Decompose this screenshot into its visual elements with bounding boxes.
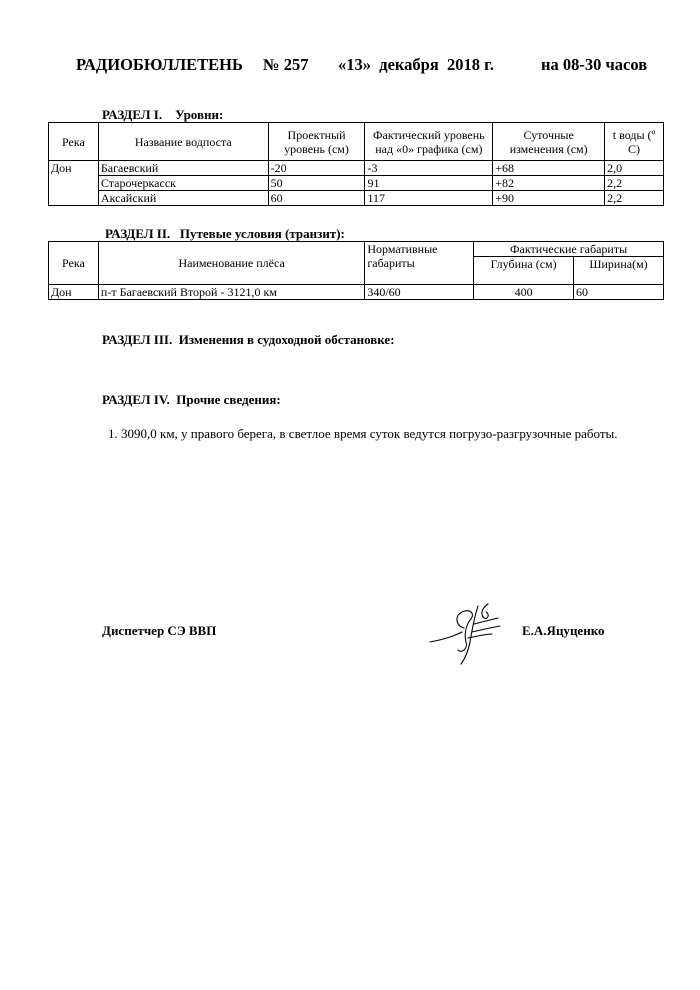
route-header-row [49,242,664,257]
col-normative-dims: Нормативные габариты [365,242,474,285]
cell-design: -20 [268,161,365,176]
cell-river: Дон [49,161,99,206]
section-4-title: РАЗДЕЛ IV. Прочие сведения: [102,392,281,407]
section-3-title: РАЗДЕЛ III. Изменения в судоходной обстановке: [102,332,395,347]
bulletin-number: № 257 [263,55,309,74]
table-row [49,161,664,176]
cell-temp: 2,2 [605,176,664,191]
col-actual-dims: Фактические габариты [474,242,664,257]
cell-actual: -3 [365,161,493,176]
cell-temp: 2,0 [605,161,664,176]
table-row [49,285,664,300]
section-1-title: РАЗДЕЛ I. Уровни: [102,107,224,122]
cell-post: Багаевский [98,161,268,176]
col-actual-level: Фактический уровень над «0» графика (см) [365,123,493,161]
cell-post: Аксайский [98,191,268,206]
col-river: Река [49,242,99,285]
cell-width: 60 [574,285,664,300]
dispatcher-name: Е.А.Яцуценко [522,623,605,638]
col-width: Ширина(м) [574,257,664,285]
col-design-level: Проектный уровень (см) [268,123,365,161]
bulletin-title: РАДИОБЮЛЛЕТЕНЬ [76,55,243,74]
col-reach-name: Наименование плёса [98,242,364,285]
cell-actual: 117 [365,191,493,206]
other-info-note: 1. 3090,0 км, у правого берега, в светлое время суток ведутся погрузо-разгрузочные работы. [108,426,618,441]
table-row [49,176,664,191]
col-depth: Глубина (см) [474,257,574,285]
col-river: Река [49,123,99,161]
cell-temp: 2,2 [605,191,664,206]
col-post-name: Название водпоста [98,123,268,161]
cell-design: 50 [268,176,365,191]
cell-change: +68 [493,161,605,176]
bulletin-date: «13» декабря 2018 г. [338,55,494,74]
levels-table [48,122,664,206]
cell-norm: 340/60 [365,285,474,300]
cell-change: +90 [493,191,605,206]
dispatcher-label: Диспетчер СЭ ВВП [102,623,217,638]
cell-river: Дон [49,285,99,300]
route-conditions-table [48,241,664,300]
section-2-title: РАЗДЕЛ II. Путевые условия (транзит): [105,226,345,241]
cell-design: 60 [268,191,365,206]
table-row [49,191,664,206]
cell-change: +82 [493,176,605,191]
col-water-temp: t воды (º С) [605,123,664,161]
col-daily-change: Суточные изменения (см) [493,123,605,161]
cell-post: Старочеркасск [98,176,268,191]
bulletin-time: на 08-30 часов [541,55,648,74]
handwritten-signature-icon [428,598,513,671]
cell-reach: п-т Багаевский Второй - 3121,0 км [98,285,364,300]
levels-header-row [49,123,664,161]
cell-depth: 400 [474,285,574,300]
cell-actual: 91 [365,176,493,191]
